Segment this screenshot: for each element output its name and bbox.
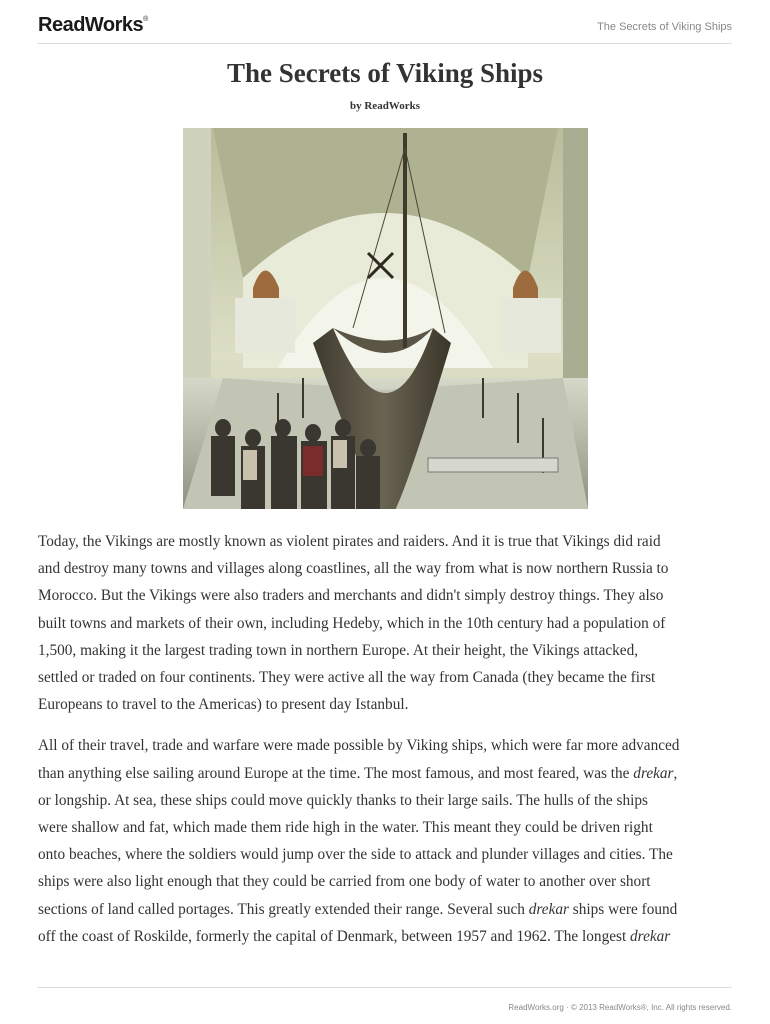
article-line: were shallow and fat, which made them ride high in the water. This meant they could be driven right [38, 819, 653, 837]
article-line: than anything else sailing around Europe at the time. The most famous, and most feared, was the drekar, [38, 764, 678, 782]
italic-term: drekar [528, 900, 569, 918]
header-document-title: The Secrets of Viking Ships [597, 21, 732, 33]
page-header [38, 14, 732, 44]
article-line: or longship. At sea, these ships could move quickly thanks to their large sails. The hulls of the ships [38, 791, 648, 809]
article-line: Morocco. But the Vikings were also traders and merchants and didn't simply destroy things. They also [38, 587, 664, 605]
italic-term: drekar [633, 764, 674, 782]
article-line: Today, the Vikings are mostly known as violent pirates and raiders. And it is true that Vikings did raid [38, 533, 661, 550]
article-body [38, 528, 738, 964]
footer-copyright: ReadWorks.org · © 2013 ReadWorks®, Inc. All rights reserved. [508, 1003, 732, 1012]
article-line: Europeans to travel to the Americas) to present day Istanbul. [38, 696, 409, 714]
article-line: 1,500, making it the largest trading town in northern Europe. At their height, the Vikings attacked, [38, 641, 639, 659]
article-byline: by ReadWorks [350, 100, 420, 112]
article-line: off the coast of Roskilde, formerly the capital of Denmark, between 1957 and 1962. The longest drekar [38, 927, 671, 945]
article-title: The Secrets of Viking Ships [226, 58, 544, 88]
article-line: onto beaches, where the soldiers would jump over the side to attack and plunder villages and cities. The [38, 846, 673, 864]
header-divider [38, 43, 732, 44]
viking-ship-museum-photo [183, 128, 588, 509]
article-paragraph-2 [38, 732, 738, 950]
article-paragraph-1 [38, 528, 738, 718]
article-line: sections of land called portages. This greatly extended their range. Several such drekar ships were found [38, 900, 678, 918]
article-line: and destroy many towns and villages along coastlines, all the way from what is now northern Russia to [38, 560, 669, 578]
footer-divider [38, 987, 732, 988]
article-line: All of their travel, trade and warfare were made possible by Viking ships, which were far more advanced [38, 737, 680, 755]
italic-term: drekar [630, 927, 671, 945]
article-line: settled or traded on four continents. They were active all the way from Canada (they became the first [38, 669, 656, 687]
readworks-logo: ReadWorks® [38, 14, 148, 36]
article-line: ships were also light enough that they could be carried from one body of water to another over short [38, 873, 651, 891]
article-line: built towns and markets of their own, including Hedeby, which in the 10th century had a population of [38, 614, 666, 632]
